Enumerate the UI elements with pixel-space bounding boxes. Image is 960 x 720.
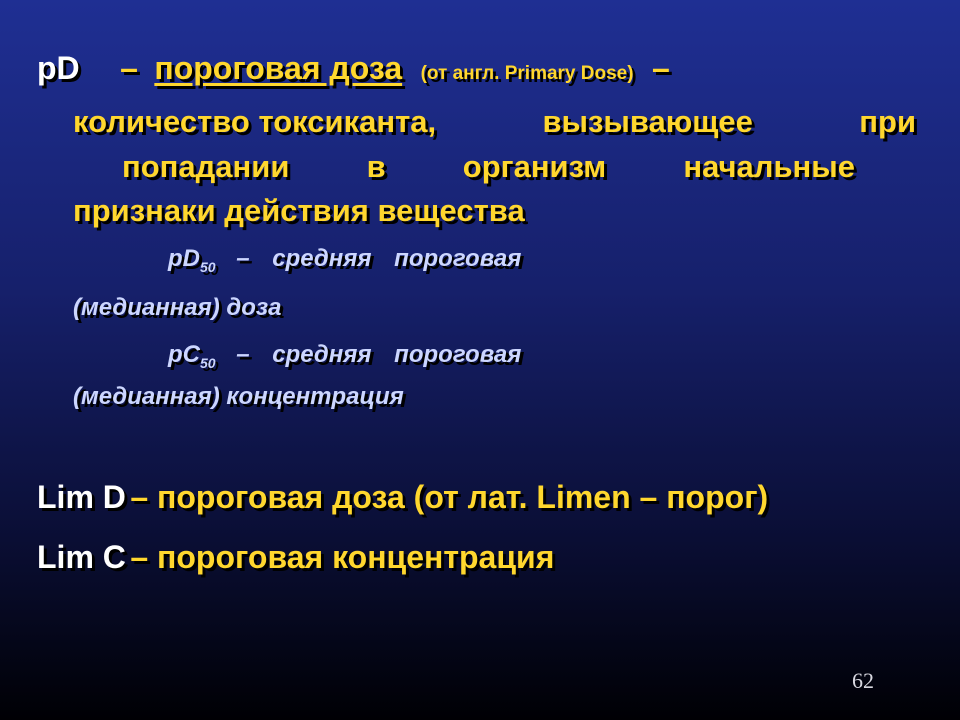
pd-def-word: при	[859, 104, 916, 139]
pc50-text-continued: (медианная) концентрация	[73, 383, 404, 410]
pd-definition-line-1	[73, 104, 916, 140]
pd-def-word: вызывающее	[542, 104, 753, 139]
pd-def-word: в	[366, 149, 386, 184]
pc50-line	[168, 341, 521, 369]
pd50-subscript: 50	[200, 259, 216, 275]
pc50-text: – средняя пороговая	[236, 341, 522, 368]
limc-text: – пороговая концентрация	[130, 539, 555, 575]
pd-def-word: количество токсиканта,	[73, 104, 437, 139]
pd50-text-continued: (медианная) доза	[73, 294, 282, 321]
pd-def-word: организм	[462, 149, 607, 184]
page-number: 62	[852, 668, 874, 693]
pd-note: (от англ. Primary Dose)	[420, 63, 634, 84]
pd-def-word: начальные	[683, 149, 855, 184]
limc-term: Lim C	[37, 539, 126, 575]
pc50-subscript: 50	[200, 355, 216, 371]
pd-term: pD	[37, 50, 80, 86]
pd50-term: pD	[168, 245, 200, 272]
pd-dash: –	[120, 50, 138, 86]
pd-title: пороговая доза	[154, 50, 403, 86]
limd-line	[37, 479, 768, 516]
pd50-line	[168, 245, 521, 273]
pd-definition-line-2	[122, 149, 855, 185]
pd-dash-end: –	[652, 50, 670, 86]
limc-line	[37, 539, 554, 576]
pd50-text: – средняя пороговая	[236, 245, 522, 272]
pd-heading-line	[37, 50, 670, 87]
pd-def-word: попадании	[122, 149, 290, 184]
pd-definition-line-3: признаки действия вещества	[73, 193, 525, 228]
pc50-term: pC	[168, 341, 200, 368]
limd-text: – пороговая доза (от лат. Limen – порог)	[130, 479, 769, 515]
limd-term: Lim D	[37, 479, 126, 515]
